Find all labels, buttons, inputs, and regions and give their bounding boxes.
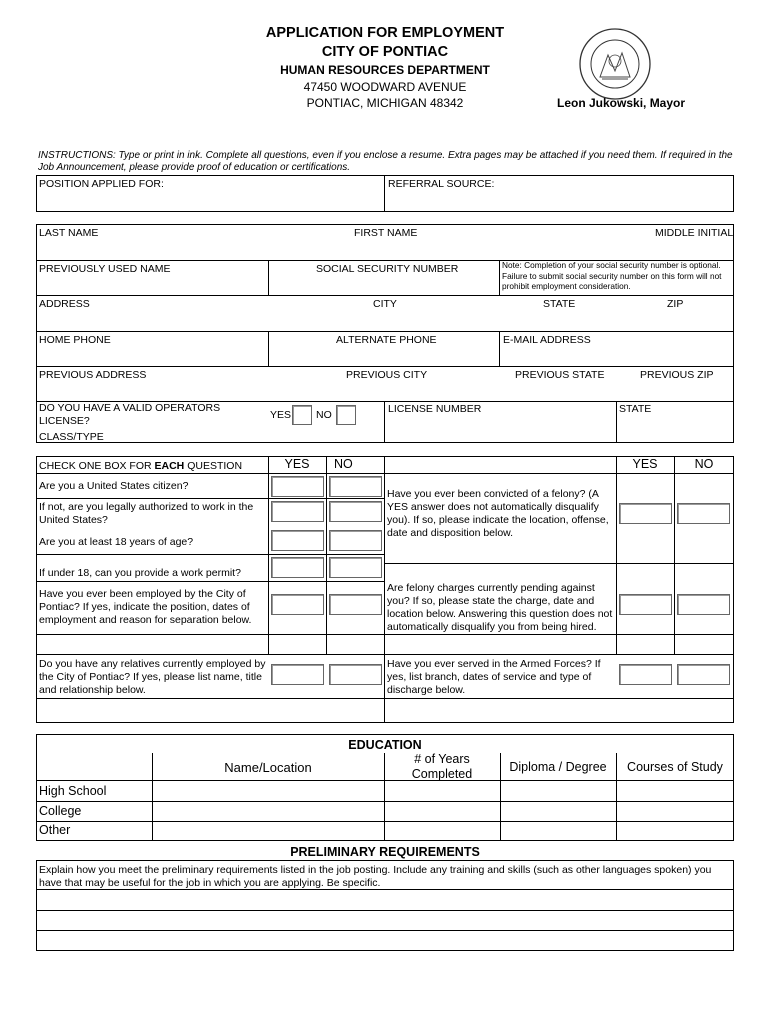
license-yes-label: YES — [270, 409, 292, 421]
pending-yes-checkbox[interactable] — [619, 594, 672, 615]
age-no-checkbox[interactable] — [329, 530, 382, 551]
address-label: ADDRESS — [39, 298, 90, 310]
prelim-title: PRELIMINARY REQUIREMENTS — [290, 845, 480, 859]
high-school-input[interactable] — [153, 781, 733, 800]
license-no-checkbox[interactable] — [336, 405, 356, 425]
education-title: EDUCATION — [348, 738, 422, 752]
question-relatives: Do you have any relatives currently employed by the City of Pontiac? If yes, please list name, title and relationship below. — [39, 658, 266, 696]
question-employed-before: Have you ever been employed by the City of Pontiac? If yes, indicate the position, dates of employment and reason for separation below. — [39, 588, 252, 626]
question-felony: Have you ever been convicted of a felony? (A YES answer does not automatically disqualify you). If so, please indicate the location, offense, date and disposition below. — [387, 488, 609, 539]
city-seal-icon — [578, 27, 652, 101]
referral-source-input[interactable] — [385, 190, 733, 211]
license-number-input[interactable] — [385, 417, 615, 442]
question-felony-pending: Are felony charges currently pending against you? If so, please state the charge, date and location below. Answering this question does not automatically disqualify you from being hired. — [387, 582, 613, 633]
felony-no-checkbox[interactable] — [677, 503, 730, 524]
yes-column-header: YES — [284, 457, 310, 471]
license-question: DO YOU HAVE A VALID OPERATORS LICENSE? — [39, 402, 221, 427]
education-row-high-school: High School — [39, 784, 107, 798]
previous-zip-label: PREVIOUS ZIP — [640, 369, 714, 381]
address-line-2: PONTIAC, MICHIGAN 48342 — [306, 96, 464, 110]
address-input[interactable] — [37, 311, 733, 330]
alternate-phone-input[interactable] — [269, 347, 498, 365]
mayor-name: Leon Jukowski, Mayor — [557, 96, 686, 110]
question-age: Are you at least 18 years of age? — [39, 536, 194, 548]
other-education-input[interactable] — [153, 822, 733, 840]
ssn-note: Note: Completion of your social security number is optional. Failure to submit social security number on this form will not prohibit employment consideration. — [502, 260, 722, 291]
department-title: HUMAN RESOURCES DEPARTMENT — [280, 63, 490, 77]
ssn-label: SOCIAL SECURITY NUMBER — [316, 263, 459, 275]
college-input[interactable] — [153, 802, 733, 820]
name-input[interactable] — [37, 240, 733, 259]
license-state-label: STATE — [619, 403, 652, 415]
instructions-text: INSTRUCTIONS: Type or print in ink. Complete all questions, even if you enclose a resume. Extra pages may be attached if you need them. If required in the Job Announcement, please provide proof of education or certifications. — [38, 150, 733, 173]
home-phone-label: HOME PHONE — [39, 334, 111, 346]
permit-yes-checkbox[interactable] — [271, 557, 324, 578]
employed-no-checkbox[interactable] — [329, 594, 382, 615]
city-label: CITY — [373, 298, 397, 310]
armed-yes-checkbox[interactable] — [619, 664, 672, 685]
no-column-header-right: NO — [694, 457, 714, 471]
previous-address-input[interactable] — [37, 382, 733, 400]
prelim-line-3-input[interactable] — [37, 931, 733, 950]
position-applied-label: POSITION APPLIED FOR: — [39, 178, 164, 190]
yes-column-header-right: YES — [632, 457, 658, 471]
education-row-college: College — [39, 804, 82, 818]
question-citizen: Are you a United States citizen? — [39, 480, 189, 492]
position-applied-input[interactable] — [37, 190, 383, 211]
permit-no-checkbox[interactable] — [329, 557, 382, 578]
prelim-line-1-input[interactable] — [37, 890, 733, 909]
middle-initial-label: MIDDLE INITIAL — [655, 227, 734, 239]
license-number-label: LICENSE NUMBER — [388, 403, 482, 415]
felony-details-input[interactable] — [385, 635, 733, 653]
question-authorized: If not, are you legally authorized to work in the United States? — [39, 501, 254, 526]
relatives-no-checkbox[interactable] — [329, 664, 382, 685]
previous-state-label: PREVIOUS STATE — [515, 369, 605, 381]
previous-name-input[interactable] — [37, 276, 267, 294]
education-courses-header: Courses of Study — [627, 760, 723, 774]
felony-yes-checkbox[interactable] — [619, 503, 672, 524]
relatives-yes-checkbox[interactable] — [271, 664, 324, 685]
previous-name-label: PREVIOUSLY USED NAME — [39, 263, 171, 275]
age-yes-checkbox[interactable] — [271, 530, 324, 551]
referral-source-label: REFERRAL SOURCE: — [388, 178, 495, 190]
license-no-label: NO — [316, 409, 332, 421]
no-column-header: NO — [334, 457, 353, 471]
education-row-other: Other — [39, 823, 71, 837]
citizen-yes-checkbox[interactable] — [271, 476, 324, 497]
education-years-header: # of Years Completed — [411, 752, 473, 781]
authorized-no-checkbox[interactable] — [329, 501, 382, 522]
license-yes-checkbox[interactable] — [292, 405, 312, 425]
employed-yes-checkbox[interactable] — [271, 594, 324, 615]
prelim-instructions: Explain how you meet the preliminary requirements listed in the job posting. Include any training and skills (such as other languages spoken) you have that may be useful for the job in which you are applying. Be specific. — [39, 864, 712, 889]
zip-label: ZIP — [667, 298, 684, 310]
authorized-yes-checkbox[interactable] — [271, 501, 324, 522]
alternate-phone-label: ALTERNATE PHONE — [336, 334, 437, 346]
previous-address-label: PREVIOUS ADDRESS — [39, 369, 147, 381]
last-name-label: LAST NAME — [39, 227, 99, 239]
state-label: STATE — [543, 298, 576, 310]
city-title: CITY OF PONTIAC — [321, 44, 449, 60]
citizen-no-checkbox[interactable] — [329, 476, 382, 497]
check-each-header: CHECK ONE BOX FOR EACH QUESTION — [39, 460, 243, 472]
education-name-header: Name/Location — [224, 760, 312, 775]
email-input[interactable] — [500, 347, 733, 365]
first-name-label: FIRST NAME — [354, 227, 418, 239]
license-state-input[interactable] — [617, 417, 733, 442]
prelim-line-2-input[interactable] — [37, 911, 733, 929]
home-phone-input[interactable] — [37, 347, 267, 365]
armed-no-checkbox[interactable] — [677, 664, 730, 685]
relatives-details-input[interactable] — [37, 699, 383, 722]
question-armed-forces: Have you ever served in the Armed Forces? If yes, list branch, dates of service and type of discharge below. — [387, 658, 601, 696]
address-line-1: 47450 WOODWARD AVENUE — [303, 80, 467, 94]
previous-city-label: PREVIOUS CITY — [346, 369, 428, 381]
pending-no-checkbox[interactable] — [677, 594, 730, 615]
email-label: E-MAIL ADDRESS — [503, 334, 591, 346]
question-work-permit: If under 18, can you provide a work permit? — [39, 567, 241, 579]
employment-details-input[interactable] — [37, 635, 383, 653]
armed-forces-details-input[interactable] — [385, 699, 733, 722]
form-title: APPLICATION FOR EMPLOYMENT — [265, 25, 505, 41]
class-type-label: CLASS/TYPE — [39, 431, 104, 443]
education-diploma-header: Diploma / Degree — [509, 760, 607, 774]
ssn-input[interactable] — [269, 276, 498, 294]
